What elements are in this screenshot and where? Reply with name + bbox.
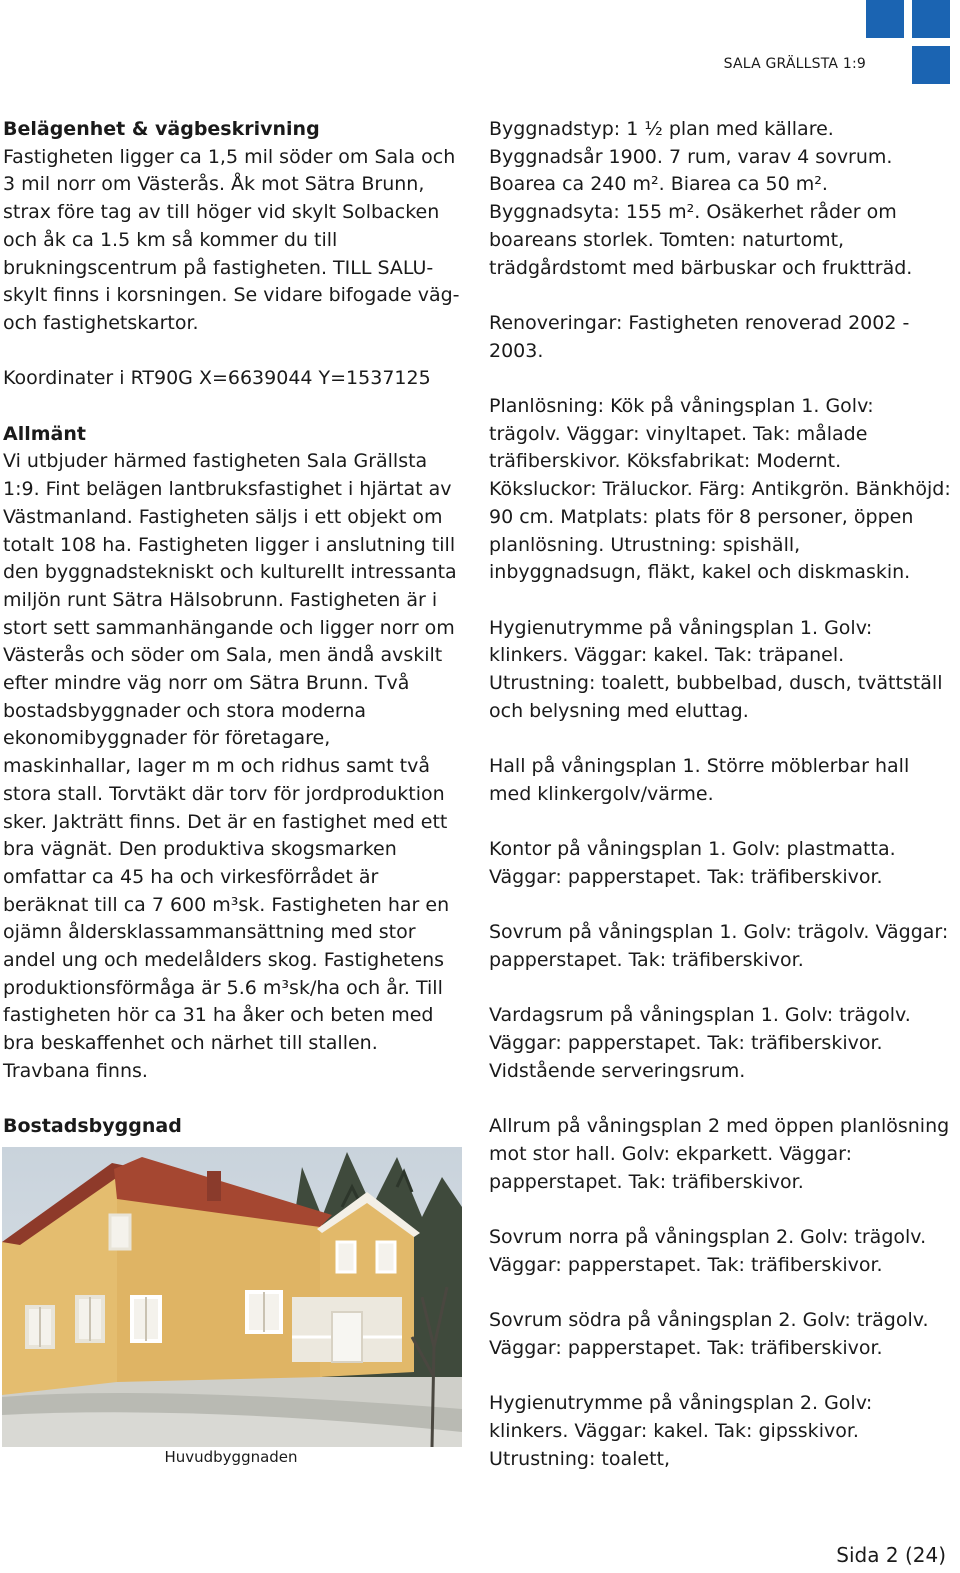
living-room-text: Vardagsrum på våningsplan 1. Golv: trägolv. Väggar: papperstapet. Tak: träfiberskivor. Vidstående serveringsrum. <box>489 1004 911 1082</box>
page-number: Sida 2 (24) <box>836 1543 946 1567</box>
building-type-text: Byggnadstyp: 1 ½ plan med källare. Byggnadsår 1900. 7 rum, varav 4 sovrum. Boarea ca 240 m². Biarea ca 50 m². Byggnadsyta: 155 m². Osäkerhet råder om boareans storlek. Tomten: naturtomt, trädgårdstomt med bärbuskar och fruktträd. <box>489 118 913 279</box>
coordinates-text: Koordinater i RT90G X=6639044 Y=1537125 <box>3 367 431 390</box>
left-column <box>3 116 463 1141</box>
hall-text: Hall på våningsplan 1. Större möblerbar hall med klinkergolv/värme. <box>489 755 910 805</box>
bedroom-north-text: Sovrum norra på våningsplan 2. Golv: trägolv. Väggar: papperstapet. Tak: träfiberskivor. <box>489 1225 927 1276</box>
logo-square <box>866 0 904 38</box>
floorplan-text: Planlösning: Kök på våningsplan 1. Golv: trägolv. Väggar: vinyltapet. Tak: målade träfiberskivor. Köksfabrikat: Modernt. Köksluckor: Träluckor. Färg: Antikgrön. Bänkhöjd: 90 cm. Matplats: plats för 8 personer, öppen planlösning. Utrustning: spishäll, inbyggnadsugn, fläkt, kakel och diskmaskin. <box>489 395 951 584</box>
hygiene-2-text: Hygienutrymme på våningsplan 2. Golv: klinkers. Väggar: kakel. Tak: gipsskivor. Utrustning: toalett, <box>489 1392 873 1470</box>
bedroom-1-text: Sovrum på våningsplan 1. Golv: trägolv. Väggar: papperstapet. Tak: träfiberskivor. <box>489 921 949 971</box>
general-text: Vi utbjuder härmed fastigheten Sala Grällsta 1:9. Fint belägen lantbruksfastighet i hjärtat av Västmanland. Fastigheten säljs i ett objekt om totalt 108 ha. Fastigheten ligger i anslutning till den byggnadstekniskt och kulturellt intressanta miljön runt Sätra Hälsobrunn. Fastigheten är i stort sett sammanhängande och ligger norr om Västerås och söder om Sala, men ändå avskilt efter mindre väg norr om Sätra Brunn. Två bostadsbyggnader och stora moderna ekonomibyggnader för företagare, maskinhallar, lager m m och ridhus samt två stora stall. Torvtäkt där torv för jordproduktion sker. Jakträtt finns. Det är en fastighet med ett bra vägnät. Den produktiva skogsmarken omfattar ca 45 ha och virkesförrådet är beräknat till ca 7 600 m³sk. Fastigheten har en ojämn åldersklassammansättning med stor andel ung och medelålders skog. Fastighetens produktionsförmåga är 5.6 m³sk/ha och år. Till fastigheten hör ca 31 ha åker och beten med bra beskaffenhet och närhet till stallen. Travbana finns. <box>3 450 457 1082</box>
building-heading: Bostadsbyggnad <box>3 1115 182 1138</box>
house-photo <box>2 1147 462 1447</box>
general-heading: Allmänt <box>3 422 86 445</box>
office-text: Kontor på våningsplan 1. Golv: plastmatta. Väggar: papperstapet. Tak: träfiberskivor. <box>489 838 896 888</box>
company-logo <box>866 0 952 86</box>
logo-square <box>912 0 950 38</box>
photo-caption: Huvudbyggnaden <box>164 1448 298 1466</box>
renovation-text: Renoveringar: Fastigheten renoverad 2002 - 2003. <box>489 311 910 362</box>
hygiene-1-text: Hygienutrymme på våningsplan 1. Golv: klinkers. Väggar: kakel. Tak: träpanel. Utrustning: toalett, bubbelbad, dusch, tvättställ och belysning med eluttag. <box>489 616 943 722</box>
document-header-title: SALA GRÄLLSTA 1:9 <box>723 56 866 72</box>
right-column <box>489 116 951 1501</box>
logo-square <box>912 46 950 84</box>
location-text: Fastigheten ligger ca 1,5 mil söder om Sala och 3 mil norr om Västerås. Åk mot Sätra Brunn, strax före tag av till höger vid skylt Solbacken och åk ca 1.5 km så kommer du till brukningscentrum på fastigheten. TILL SALU-skylt finns i korsningen. Se vidare bifogade väg- och fastighetskartor. <box>3 145 460 334</box>
family-room-text: Allrum på våningsplan 2 med öppen planlösning mot stor hall. Golv: ekparkett. Väggar: papperstapet. Tak: träfiberskivor. <box>489 1115 950 1193</box>
bedroom-south-text: Sovrum södra på våningsplan 2. Golv: trägolv. Väggar: papperstapet. Tak: träfiberskivor. <box>489 1309 929 1359</box>
location-heading: Belägenhet & vägbeskrivning <box>3 118 320 140</box>
